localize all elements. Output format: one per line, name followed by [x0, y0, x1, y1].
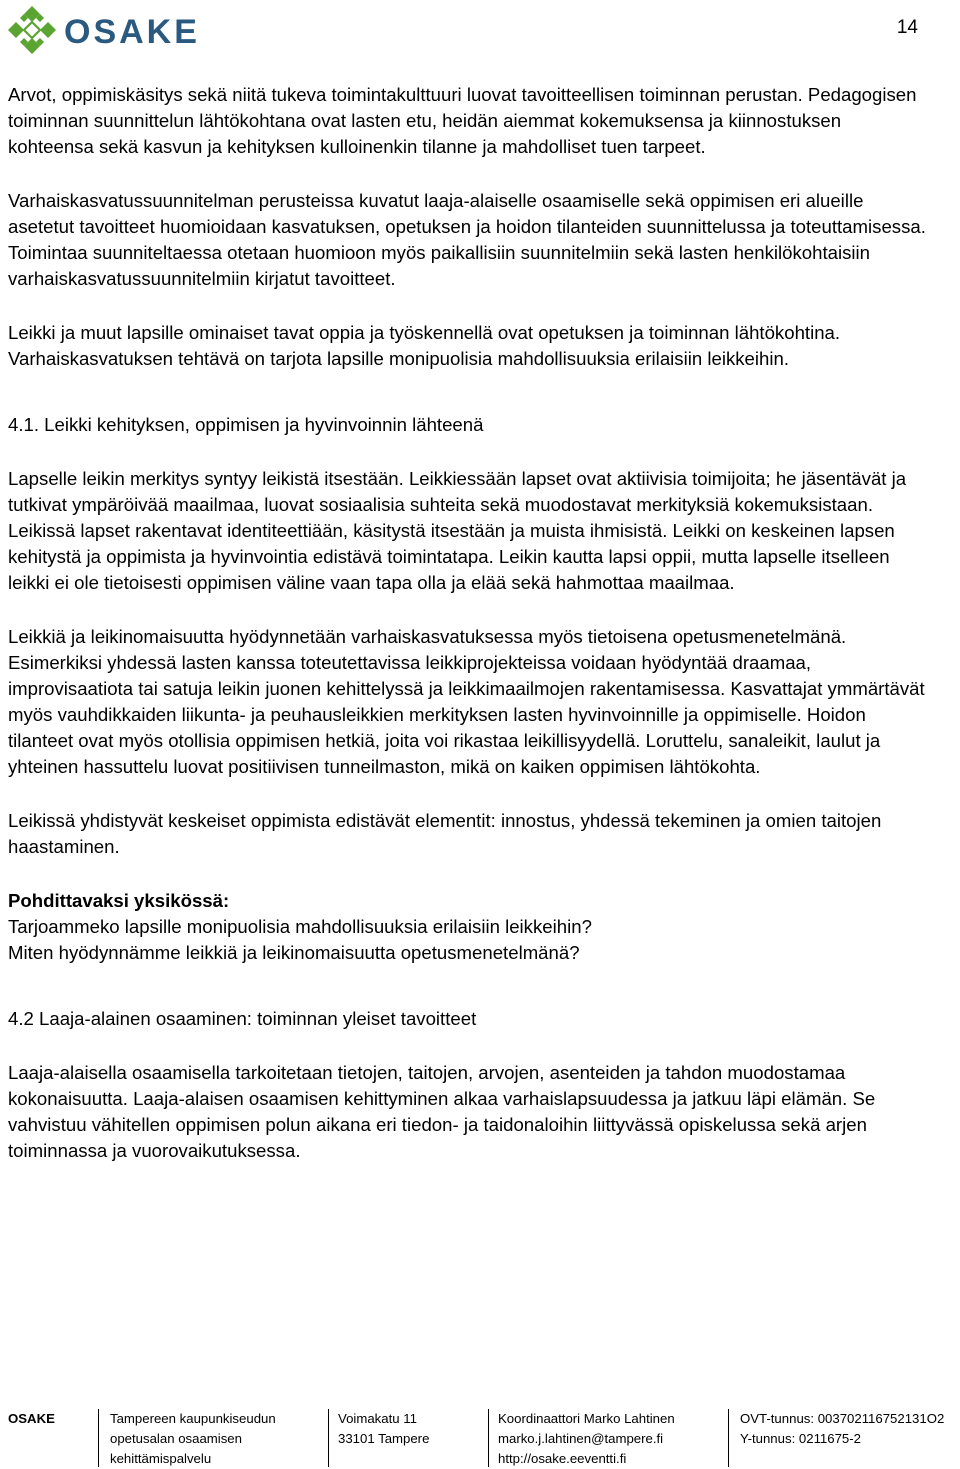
footer-contact: [498, 1409, 675, 1469]
paragraph: Lapselle leikin merkitys syntyy leikistä itsestään. Leikkiessään lapset ovat aktiivisia toimijoita; he jäsentävät ja tutkivat ympäröivää maailmaa, luovat sosiaalisia suhteita sekä muodostavat merkityksiä kokemuksistaan. Leikissä lapset rakentavat identiteettiään, käsitystä itsestään ja muista ihmisistä. Leikki on keskeinen lapsen kehitystä ja oppimista ja hyvinvointia edistävä toimintatapa. Leikin kautta lapsi oppii, mutta lapselle itselleen leikki ei ole tietoisesti oppimisen väline vaan tapa olla ja elää sekä hahmottaa maailmaa.: [8, 468, 907, 593]
reflection-question: Tarjoammeko lapsille monipuolisia mahdollisuuksia erilaisiin leikkeihin?: [8, 916, 592, 937]
footer-org-line: kehittämispalvelu: [110, 1451, 212, 1466]
page-number: 14: [896, 17, 918, 38]
logo-wordmark: OSAKE: [64, 13, 200, 51]
footer-address-line: 33101 Tampere: [338, 1431, 430, 1446]
footer-contact-name: Koordinaattori Marko Lahtinen: [498, 1411, 675, 1426]
section-heading: 4.1. Leikki kehityksen, oppimisen ja hyvinvoinnin lähteenä: [8, 414, 484, 435]
footer-address: [338, 1409, 429, 1449]
footer-divider: [488, 1409, 489, 1467]
reflection-title: Pohdittavaksi yksikössä:: [8, 890, 230, 911]
footer-website-link[interactable]: http://osake.eeventti.fi: [498, 1451, 627, 1466]
paragraph: Leikissä yhdistyvät keskeiset oppimista edistävät elementit: innostus, yhdessä tekeminen ja omien taitojen haastaminen.: [8, 810, 882, 857]
section-heading: 4.2 Laaja-alainen osaaminen: toiminnan yleiset tavoitteet: [8, 1008, 477, 1029]
paragraph: Laaja-alaisella osaamisella tarkoitetaan tietojen, taitojen, arvojen, asenteiden ja tahdon muodostamaa kokonaisuutta. Laaja-alaisen osaamisen kehittyminen alkaa varhaislapsuudessa ja jatkuu läpi elämän. Se vahvistuu vähitellen oppimisen polun aikana eri tiedon- ja taidonaloihin liittyvässä opiskelussa sekä arjen toiminnassa ja vuorovaikutuksessa.: [8, 1062, 876, 1161]
footer-ids: [740, 1409, 944, 1449]
footer-business-id: Y-tunnus: 0211675-2: [740, 1431, 861, 1446]
page-footer: [0, 1405, 960, 1469]
footer-email-link[interactable]: marko.j.lahtinen@tampere.fi: [498, 1431, 664, 1446]
footer-organization: [110, 1409, 276, 1469]
footer-address-line: Voimakatu 11: [338, 1411, 417, 1426]
footer-brand: OSAKE: [8, 1411, 55, 1426]
reflection-question: Miten hyödynnämme leikkiä ja leikinomaisuutta opetusmenetelmänä?: [8, 942, 580, 963]
paragraph: Leikkiä ja leikinomaisuutta hyödynnetään varhaiskasvatuksessa myös tietoisena opetusmenetelmänä. Esimerkiksi yhdessä lasten kanssa toteutettavissa leikkiprojekteissa voidaan hyödyntää draamaa, improvisaatiota tai satuja leikin juonen kehittelyssä ja leikkimaailmojen rakentamisessa. Kasvattajat ymmärtävät myös vauhdikkaiden liikunta- ja peuhausleikkien merkityksen lasten hyvinvoinnille ja oppimiselle. Hoidon tilanteet ovat myös otollisia oppimisen hetkiä, joita voi rikastaa leikillisyydellä. Loruttelu, sanaleikit, laulut ja yhteinen hassuttelu luovat positiivisen tunneilmaston, mikä on kaiken oppimisen lähtökohta.: [8, 626, 925, 777]
footer-org-line: opetusalan osaamisen: [110, 1431, 242, 1446]
diamond-logo-icon: [6, 4, 58, 56]
paragraph: Varhaiskasvatussuunnitelman perusteissa kuvatut laaja-alaiselle osaamiselle sekä oppimisen eri alueille asetetut tavoitteet huomioidaan kasvatuksen, opetuksen ja hoidon tilanteiden suunnittelussa ja toteuttamisessa. Toimintaa suunniteltaessa otetaan huomioon myös paikallisiin suunnitelmiin sekä lasten henkilökohtaisiin varhaiskasvatussuunnitelmiin kirjatut tavoitteet.: [8, 190, 926, 289]
footer-divider: [328, 1409, 329, 1467]
document-body: [8, 82, 928, 1164]
paragraph: Leikki ja muut lapsille ominaiset tavat oppia ja työskennellä ovat opetuksen ja toiminnan lähtökohtina. Varhaiskasvatuksen tehtävä on tarjota lapsille monipuolisia mahdollisuuksia erilaisiin leikkeihin.: [8, 322, 841, 369]
footer-ovt-id: OVT-tunnus: 003702116752131O2: [740, 1411, 945, 1426]
footer-org-line: Tampereen kaupunkiseudun: [110, 1411, 276, 1426]
osake-logo: [6, 4, 200, 56]
paragraph: Arvot, oppimiskäsitys sekä niitä tukeva toimintakulttuuri luovat tavoitteellisen toiminnan perustan. Pedagogisen toiminnan suunnittelun lähtökohtana ovat lasten etu, heidän aiemmat kokemuksensa ja kiinnostuksen kohteensa sekä kasvun ja kehityksen kulloinenkin tilanne ja mahdolliset tuen tarpeet.: [8, 84, 917, 157]
footer-divider: [98, 1409, 99, 1467]
footer-divider: [728, 1409, 729, 1467]
page-header: [0, 0, 960, 60]
